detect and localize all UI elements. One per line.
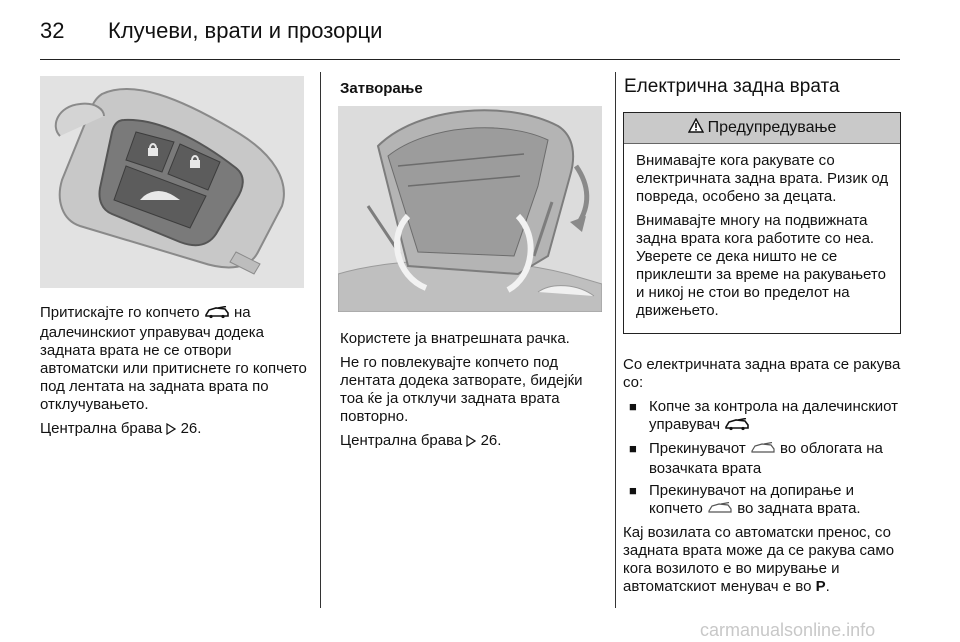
list-item bbox=[623, 440, 903, 478]
left-p1-text: Притискајте го копчето bbox=[40, 304, 200, 321]
automatic-transmission-note bbox=[623, 524, 903, 596]
car-trunk-icon bbox=[724, 418, 750, 436]
column-divider bbox=[615, 72, 616, 608]
key-fob-illustration bbox=[40, 76, 304, 288]
warning-box bbox=[623, 112, 901, 334]
warning-header bbox=[624, 113, 900, 144]
tailgate-closing-illustration bbox=[338, 106, 602, 312]
central-lock-reference-page[interactable]: 26. bbox=[180, 420, 202, 437]
list-item bbox=[623, 482, 903, 520]
car-trunk-icon bbox=[750, 442, 776, 460]
right-heading-box bbox=[624, 78, 900, 96]
reference-triangle-icon bbox=[466, 434, 476, 452]
central-lock-reference-text: Централна брава bbox=[340, 432, 463, 449]
middle-paragraph-2: Не го повлекувајте копчето под лентата додека затворате, бидејќи тоа ќе ја отклучи задната врата повторно. bbox=[340, 354, 583, 425]
header-rule bbox=[40, 59, 900, 60]
note-text: Кај возилата со автоматски пренос, со задната врата може да се ракува само кога возилото е во мирување и автоматскиот менувач е во bbox=[623, 524, 895, 595]
bullet-icon: ■ bbox=[629, 483, 637, 498]
left-paragraph-1 bbox=[40, 304, 308, 414]
car-trunk-icon bbox=[204, 306, 230, 324]
warning-paragraph-2: Внимавајте многу на подвижната задна врата кога работите со неа. Уверете се дека ништо не се приклешти за време на ракувањето и никој не стои во пределот на движењето. bbox=[636, 212, 886, 319]
park-position-label: P bbox=[815, 578, 826, 595]
left-p1-text-cont: на далечинскиот управувач додека задната врата не се отвори автоматски или притиснете го копчето под лентата на задната врата по отклучувањето. bbox=[40, 304, 307, 413]
reference-triangle-icon bbox=[166, 422, 176, 440]
left-column-text bbox=[40, 304, 308, 446]
list-item-text: Прекинувачот bbox=[649, 440, 746, 457]
electric-tailgate-heading: Електрична задна врата bbox=[624, 76, 840, 97]
operation-list bbox=[623, 398, 903, 520]
warning-paragraph-1: Внимавајте кога ракувате со електричната задна врата. Ризик од повреда, особено за децата. bbox=[636, 152, 889, 205]
central-lock-reference-page[interactable]: 26. bbox=[480, 432, 502, 449]
operation-intro: Со електричната задна врата се ракува со: bbox=[623, 356, 901, 391]
page-header bbox=[40, 14, 382, 48]
left-paragraph-2 bbox=[40, 420, 308, 440]
list-item-text: Прекинувачот на допирање и копчето bbox=[649, 482, 855, 517]
middle-paragraph-3 bbox=[340, 432, 602, 452]
right-column-text bbox=[623, 356, 903, 602]
page-number: 32 bbox=[40, 18, 65, 43]
column-divider bbox=[320, 72, 321, 608]
central-lock-reference-text: Централна брава bbox=[40, 420, 163, 437]
list-item-text-cont: во задната врата. bbox=[737, 500, 861, 517]
watermark: carmanualsonline.info bbox=[700, 620, 876, 640]
closing-heading: Затворање bbox=[340, 80, 423, 97]
list-item bbox=[623, 398, 903, 436]
note-end: . bbox=[825, 578, 830, 595]
page-title: Клучеви, врати и прозорци bbox=[108, 18, 383, 43]
middle-paragraph-1: Користете ја внатрешната рачка. bbox=[340, 330, 570, 347]
warning-triangle-icon bbox=[688, 118, 704, 138]
list-item-text: Копче за контрола на далечинскиот управувач bbox=[649, 398, 899, 433]
bullet-icon: ■ bbox=[629, 441, 637, 456]
warning-body bbox=[624, 144, 900, 320]
warning-title: Предупредување bbox=[707, 119, 837, 136]
bullet-icon: ■ bbox=[629, 399, 637, 414]
car-trunk-icon bbox=[707, 502, 733, 520]
middle-heading-box bbox=[340, 80, 602, 104]
list-item-text-cont: во облогата на возачката врата bbox=[649, 440, 883, 477]
middle-column-text bbox=[340, 330, 602, 458]
